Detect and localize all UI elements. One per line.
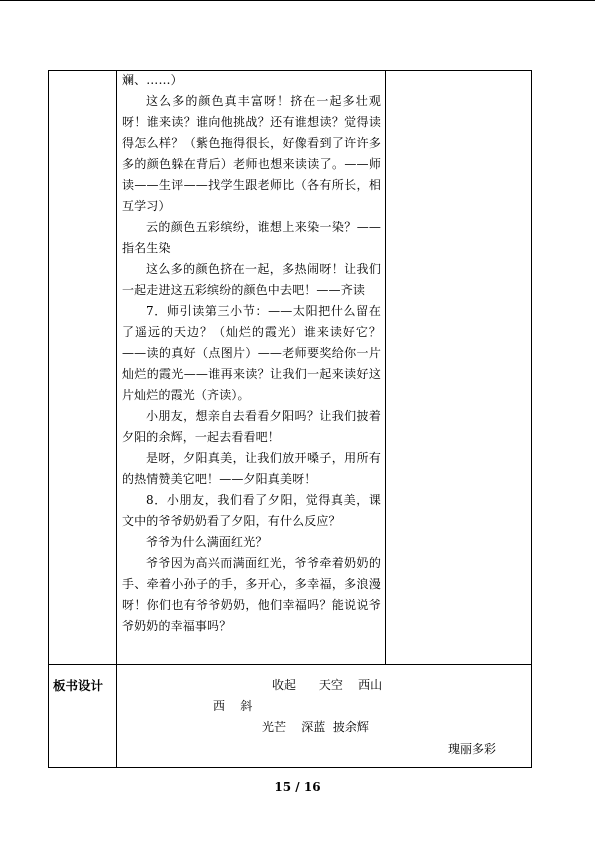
paragraph: 爷爷因为高兴而满面红光，爷爷牵着奶奶的手、牵着小孙子的手，多开心，多幸福，多浪漫呀！你们也有爷爷奶奶，他们幸福吗？能说说爷爷奶奶的幸福事吗？ bbox=[122, 556, 381, 633]
paragraph: 是呀，夕阳真美，让我们放开嗓子，用所有的热情赞美它吧！——夕阳真美呀！ bbox=[122, 451, 381, 486]
paragraph: 爷爷为什么满面红光？ bbox=[146, 535, 268, 549]
lesson-content-cell bbox=[122, 70, 381, 637]
board-design-label: 板书设计 bbox=[53, 678, 104, 693]
paragraph: 这么多的颜色挤在一起，多热闹呀！让我们一起走进这五彩缤纷的颜色中去吧！——齐读 bbox=[122, 262, 381, 297]
board-line-3: 光芒 深蓝 披余辉 bbox=[262, 720, 369, 734]
paragraph: 云的颜色五彩缤纷，谁想上来染一染？——指名生染 bbox=[122, 220, 381, 255]
page-number: 15 / 16 bbox=[274, 780, 321, 794]
board-line-1: 收起 天空 西山 bbox=[272, 678, 383, 692]
table-column-divider bbox=[116, 70, 117, 767]
board-line-2: 西 斜 bbox=[213, 699, 253, 713]
header-rule bbox=[0, 0, 595, 1]
table-column-divider-right bbox=[385, 70, 386, 664]
table-row-divider bbox=[48, 664, 532, 665]
table-border-right bbox=[531, 70, 532, 767]
paragraph: 7．师引读第三小节：——太阳把什么留在了遥远的天边？（灿烂的霞光）谁来读好它？——读的真好（点图片）——老师要奖给你一片灿烂的霞光——谁再来读？让我们一起来读好这片灿烂的霞光（齐读）。 bbox=[122, 304, 381, 402]
table-border-left bbox=[48, 70, 49, 767]
table-border-bottom bbox=[48, 767, 532, 768]
paragraph: 8．小朋友，我们看了夕阳，觉得真美，课文中的爷爷奶奶看了夕阳，有什么反应？ bbox=[122, 493, 381, 528]
paragraph: 小朋友，想亲自去看看夕阳吗？让我们披着夕阳的余辉，一起去看看吧！ bbox=[122, 409, 381, 444]
paragraph: 斓、……） bbox=[122, 73, 183, 87]
paragraph: 这么多的颜色真丰富呀！挤在一起多壮观呀！谁来读？谁向他挑战？还有谁想读？觉得读得怎么样？（紫色拖得很长，好像看到了许许多多的颜色躲在背后）老师也想来读读了。——师读——生评——找学生跟老师比（各有所长，相互学习） bbox=[122, 94, 381, 213]
board-line-4: 瑰丽多彩 bbox=[448, 742, 497, 756]
